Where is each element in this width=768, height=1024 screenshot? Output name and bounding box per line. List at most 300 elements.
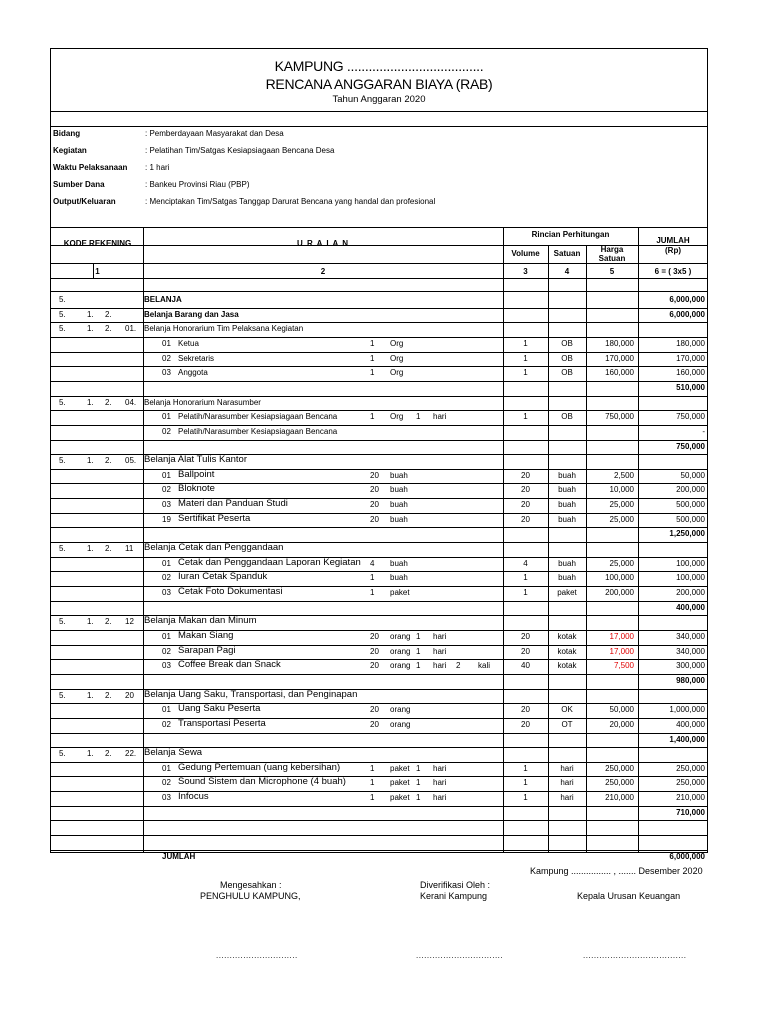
unit-1-24: orang	[390, 646, 411, 656]
harga-15: 25,000	[609, 514, 634, 524]
unit-3-34: hari	[433, 793, 447, 803]
harga-14: 25,000	[609, 500, 634, 510]
kode-uraian-divider	[143, 227, 144, 853]
unit-3-24: hari	[433, 646, 447, 656]
kode-2-17: 2.	[105, 544, 112, 554]
item-text-25: Coffee Break dan Snack	[178, 659, 281, 671]
item-text-8: Pelatih/Narasumber Kesiapsiagaan Bencana	[178, 412, 338, 422]
harga-32: 250,000	[605, 763, 634, 773]
harga-13: 10,000	[609, 485, 634, 495]
unit-0-4: 1	[370, 353, 375, 363]
uraian-27: Belanja Uang Saku, Transportasi, dan Penginapan	[144, 688, 358, 700]
info-top-divider	[51, 126, 707, 127]
footer-date: Kampung ................ , ....... Desember 2020	[530, 866, 703, 876]
row-divider	[51, 571, 707, 572]
item-no-34: 03	[162, 793, 171, 803]
unit-0-3: 1	[370, 338, 375, 348]
header-num-2: 2	[320, 267, 326, 276]
title-year: Tahun Anggaran 2020	[332, 94, 426, 105]
unit-0-29: 20	[370, 719, 379, 729]
info-label-3: Sumber Dana	[53, 180, 105, 189]
satuan-33: hari	[560, 778, 574, 788]
item-text-12: Ballpoint	[178, 468, 215, 480]
row-divider	[51, 542, 707, 543]
unit-0-24: 20	[370, 646, 379, 656]
item-no-8: 01	[162, 412, 171, 422]
title-rab: RENCANA ANGGARAN BIAYA (RAB)	[265, 76, 493, 92]
subtotal-10: 750,000	[676, 441, 705, 451]
harga-3: 180,000	[605, 338, 634, 348]
unit-1-32: paket	[390, 763, 410, 773]
unit-1-8: Org	[390, 412, 404, 422]
kode-1-1: 1.	[87, 309, 94, 319]
row-divider	[51, 645, 707, 646]
kode-3-7: 04.	[125, 397, 137, 407]
row-divider	[51, 469, 707, 470]
item-text-34: Infocus	[178, 791, 209, 803]
jumlah-8: 750,000	[676, 412, 705, 422]
unit-1-4: Org	[390, 353, 404, 363]
volume-28: 20	[521, 705, 530, 715]
item-no-25: 03	[162, 661, 171, 671]
volume-29: 20	[521, 719, 530, 729]
header-kode-rekening: KODE REKENING	[63, 239, 132, 248]
item-text-23: Makan Siang	[178, 629, 234, 641]
unit-1-15: buah	[390, 514, 408, 524]
unit-4-25: 2	[456, 661, 461, 671]
harga-19: 100,000	[605, 573, 634, 583]
volume-20: 1	[523, 588, 528, 597]
row-divider	[51, 337, 707, 338]
kode-1-27: 1.	[87, 690, 94, 700]
satuan-15: buah	[558, 514, 576, 524]
volume-14: 20	[521, 500, 530, 510]
footer-left-caption: Mengesahkan :	[220, 880, 282, 890]
item-text-13: Bloknote	[178, 483, 215, 495]
item-no-18: 01	[162, 558, 171, 568]
info-value-0: : Pemberdayaan Masyarakat dan Desa	[145, 129, 284, 138]
unit-1-23: orang	[390, 631, 411, 641]
unit-3-32: hari	[433, 763, 447, 773]
row-divider	[51, 703, 707, 704]
row-divider	[51, 308, 707, 309]
satuan-18: buah	[558, 558, 576, 568]
jumlah-9: -	[702, 426, 705, 436]
unit-2-8: 1	[416, 412, 421, 422]
info-value-2: : 1 hari	[145, 163, 170, 172]
volume-8: 1	[523, 412, 528, 422]
satuan-5: OB	[561, 368, 573, 378]
volume-34: 1	[523, 793, 528, 803]
unit-0-25: 20	[370, 661, 379, 671]
volume-32: 1	[523, 763, 528, 773]
jumlah-1: 6,000,000	[669, 309, 705, 319]
header-num-4: 4	[564, 267, 570, 276]
item-no-24: 02	[162, 646, 171, 656]
total-label: JUMLAH	[162, 851, 196, 861]
row-divider	[51, 381, 707, 382]
item-no-3: 01	[162, 338, 171, 348]
kode-2-22: 2.	[105, 617, 112, 627]
item-text-20: Cetak Foto Dokumentasi	[178, 586, 283, 597]
volume-19: 1	[523, 573, 528, 583]
harga-jumlah-divider	[638, 227, 639, 853]
uraian-volume-divider	[503, 227, 504, 853]
uraian-22: Belanja Makan dan Minum	[144, 615, 257, 627]
item-no-4: 02	[162, 353, 171, 363]
volume-25: 40	[521, 661, 530, 671]
unit-2-34: 1	[416, 793, 421, 803]
row-divider	[51, 366, 707, 367]
table-top-border	[51, 227, 707, 228]
kode-2-2: 2.	[105, 324, 112, 334]
kode-1-2: 1.	[87, 324, 94, 334]
item-text-24: Sarapan Pagi	[178, 644, 236, 656]
row-divider	[51, 615, 707, 616]
total-divider	[51, 850, 707, 851]
row-divider	[51, 689, 707, 690]
unit-1-14: buah	[390, 500, 408, 510]
header-harga-2: Satuan	[598, 254, 626, 263]
item-no-33: 02	[162, 778, 171, 788]
subtotal-21: 400,000	[676, 602, 705, 612]
jumlah-13: 200,000	[676, 485, 705, 495]
unit-0-33: 1	[370, 778, 375, 788]
row-divider	[51, 718, 707, 719]
harga-18: 25,000	[609, 558, 634, 568]
uraian-11: Belanja Alat Tulis Kantor	[144, 454, 247, 466]
uraian-17: Belanja Cetak dan Penggandaan	[144, 542, 284, 554]
unit-2-32: 1	[416, 763, 421, 773]
footer-mid-title: Kerani Kampung	[420, 891, 488, 901]
kode-0-2: 5.	[59, 324, 66, 334]
kode-2-31: 2.	[105, 749, 112, 759]
header-num-3: 3	[523, 267, 528, 276]
item-text-28: Uang Saku Peserta	[178, 703, 261, 715]
item-no-19: 02	[162, 573, 171, 583]
kode-3-31: 22.	[125, 749, 137, 759]
volume-13: 20	[521, 485, 530, 495]
jumlah-14: 500,000	[676, 500, 705, 510]
harga-5: 160,000	[605, 368, 634, 378]
row-divider	[51, 425, 707, 426]
row-divider	[51, 733, 707, 734]
number-row-divider	[51, 278, 707, 279]
jumlah-24: 340,000	[676, 646, 705, 656]
uraian-7: Belanja Honorarium Narasumber	[144, 397, 261, 407]
satuan-3: OB	[561, 338, 573, 348]
unit-0-32: 1	[370, 763, 375, 773]
unit-5-25: kali	[478, 661, 491, 671]
satuan-34: hari	[560, 793, 574, 803]
item-text-19: Iuran Cetak Spanduk	[178, 571, 268, 583]
kode-0-27: 5.	[59, 690, 66, 700]
subtotal-6: 510,000	[676, 382, 705, 392]
kode-2-27: 2.	[105, 690, 112, 700]
header-harga-1: Harga	[600, 245, 624, 254]
item-no-32: 01	[162, 763, 171, 773]
kode-0-1: 5.	[59, 309, 66, 319]
kode-0-11: 5.	[59, 456, 66, 466]
satuan-8: OB	[561, 412, 573, 422]
volume-4: 1	[523, 353, 528, 363]
jumlah-23: 340,000	[676, 631, 705, 641]
row-divider	[51, 659, 707, 660]
row-divider	[51, 762, 707, 763]
item-text-33: Sound Sistem dan Microphone (4 buah)	[178, 776, 346, 788]
item-no-15: 19	[162, 514, 171, 524]
unit-2-25: 1	[416, 661, 421, 671]
jumlah-15: 500,000	[676, 514, 705, 524]
uraian-2: Belanja Honorarium Tim Pelaksana Kegiatan	[144, 324, 304, 334]
row-divider	[51, 835, 707, 836]
item-text-15: Sertifikat Peserta	[178, 512, 251, 524]
unit-1-12: buah	[390, 470, 408, 480]
uraian-0: BELANJA	[144, 295, 182, 304]
volume-15: 20	[521, 514, 530, 524]
volume-23: 20	[521, 631, 530, 641]
harga-24: 17,000	[609, 646, 634, 656]
harga-4: 170,000	[605, 353, 634, 363]
info-value-3: : Bankeu Provinsi Riau (PBP)	[145, 180, 250, 189]
row-divider	[51, 601, 707, 602]
row-divider	[51, 557, 707, 558]
satuan-4: OB	[561, 353, 573, 363]
satuan-19: buah	[558, 573, 576, 583]
unit-0-14: 20	[370, 500, 379, 510]
kode-2-1: 2.	[105, 309, 112, 319]
kode-1-11: 1.	[87, 456, 94, 466]
header-rincian: Rincian Perhitungan	[531, 230, 610, 239]
row-divider	[51, 791, 707, 792]
item-no-13: 02	[162, 485, 171, 495]
item-no-12: 01	[162, 470, 171, 480]
satuan-25: kotak	[557, 661, 577, 671]
header-volume: Volume	[511, 249, 540, 258]
unit-1-34: paket	[390, 793, 410, 803]
unit-2-24: 1	[416, 646, 421, 656]
item-no-14: 03	[162, 500, 171, 510]
volume-5: 1	[523, 368, 528, 378]
unit-1-5: Org	[390, 368, 404, 378]
row-divider	[51, 674, 707, 675]
unit-0-15: 20	[370, 514, 379, 524]
kode-0-22: 5.	[59, 617, 66, 627]
harga-33: 250,000	[605, 778, 634, 788]
row-divider	[51, 747, 707, 748]
jumlah-12: 50,000	[680, 470, 705, 480]
harga-8: 750,000	[605, 412, 634, 422]
row-divider	[51, 483, 707, 484]
signature-line-mid: ................................	[416, 951, 504, 960]
uraian-31: Belanja Sewa	[144, 747, 203, 759]
item-text-5: Anggota	[178, 368, 208, 378]
harga-12: 2,500	[613, 470, 634, 480]
jumlah-28: 1,000,000	[669, 705, 705, 715]
unit-0-28: 20	[370, 705, 379, 715]
unit-1-20: paket	[390, 588, 410, 597]
item-no-20: 03	[162, 588, 171, 597]
item-text-29: Transportasi Peserta	[178, 717, 266, 729]
volume-3: 1	[523, 338, 528, 348]
kode-3-17: 11	[125, 544, 134, 554]
row-divider	[51, 352, 707, 353]
jumlah-20: 200,000	[676, 588, 705, 597]
unit-3-23: hari	[433, 631, 447, 641]
header-satuan: Satuan	[553, 249, 581, 258]
kode-3-11: 05.	[125, 456, 137, 466]
kode-2-7: 2.	[105, 397, 112, 407]
item-no-5: 03	[162, 368, 171, 378]
volume-24: 20	[521, 646, 530, 656]
kode-3-27: 20	[125, 690, 134, 700]
jumlah-32: 250,000	[676, 763, 705, 773]
jumlah-3: 180,000	[676, 338, 705, 348]
satuan-12: buah	[558, 470, 576, 480]
satuan-23: kotak	[557, 631, 577, 641]
header-num-1: 1	[95, 267, 100, 276]
harga-28: 50,000	[609, 705, 634, 715]
unit-1-28: orang	[390, 705, 411, 715]
item-text-3: Ketua	[178, 338, 199, 348]
row-divider	[51, 630, 707, 631]
header-uraian: U R A I A N	[296, 239, 350, 248]
unit-1-18: buah	[390, 558, 408, 568]
unit-0-12: 20	[370, 470, 379, 480]
jumlah-34: 210,000	[676, 793, 705, 803]
item-no-29: 02	[162, 719, 171, 729]
kode-0-7: 5.	[59, 397, 66, 407]
row-divider	[51, 396, 707, 397]
item-text-32: Gedung Pertemuan (uang kebersihan)	[178, 761, 341, 773]
info-label-4: Output/Keluaran	[53, 197, 116, 206]
row-divider	[51, 527, 707, 528]
kode-1-22: 1.	[87, 617, 94, 627]
jumlah-4: 170,000	[676, 353, 705, 363]
subtotal-35: 710,000	[676, 807, 705, 817]
info-label-0: Bidang	[53, 129, 81, 138]
unit-1-3: Org	[390, 338, 404, 348]
harga-25: 7,500	[613, 661, 634, 671]
jumlah-18: 100,000	[676, 558, 705, 568]
harga-29: 20,000	[609, 719, 634, 729]
item-text-4: Sekretaris	[178, 353, 215, 363]
rab-sheet	[50, 48, 708, 861]
unit-0-19: 1	[370, 573, 375, 583]
signature-line-right: ......................................	[583, 951, 687, 960]
kode-0-31: 5.	[59, 749, 66, 759]
unit-3-8: hari	[433, 412, 447, 422]
unit-1-29: orang	[390, 719, 411, 729]
title-kampung: KAMPUNG ......................................	[274, 58, 484, 74]
row-divider	[51, 322, 707, 323]
kode-3-2: 01.	[125, 324, 137, 334]
row-divider	[51, 513, 707, 514]
unit-0-5: 1	[370, 368, 375, 378]
kode-num-divider	[93, 263, 94, 278]
kode-0-0: 5.	[59, 295, 66, 304]
unit-0-13: 20	[370, 485, 379, 495]
kode-1-17: 1.	[87, 544, 94, 554]
item-text-18: Cetak dan Penggandaan Laporan Kegiatan	[178, 556, 361, 568]
row-divider	[51, 776, 707, 777]
satuan-24: kotak	[557, 646, 577, 656]
footer-mid-caption: Diverifikasi Oleh :	[420, 880, 491, 890]
jumlah-29: 400,000	[676, 719, 705, 729]
jumlah-25: 300,000	[676, 661, 705, 671]
info-value-1: : Pelatihan Tim/Satgas Kesiapsiagaan Bencana Desa	[145, 146, 335, 155]
kode-1-31: 1.	[87, 749, 94, 759]
unit-0-23: 20	[370, 631, 379, 641]
satuan-13: buah	[558, 485, 576, 495]
unit-0-20: 1	[370, 588, 375, 597]
row-divider	[51, 806, 707, 807]
harga-23: 17,000	[609, 631, 634, 641]
volume-18: 4	[523, 558, 528, 568]
header-num-6: 6 = ( 3x5 )	[654, 267, 692, 276]
footer-left-title: PENGHULU KAMPUNG,	[200, 891, 301, 901]
signature-line-left: ..............................	[216, 951, 298, 960]
row-divider	[51, 820, 707, 821]
jumlah-38: 6,000,000	[669, 851, 705, 861]
harga-20: 200,000	[605, 588, 634, 597]
row-divider	[51, 440, 707, 441]
volume-12: 20	[521, 470, 530, 480]
row-divider	[51, 498, 707, 499]
subtotal-30: 1,400,000	[669, 734, 705, 744]
unit-2-33: 1	[416, 778, 421, 788]
unit-1-19: buah	[390, 573, 408, 583]
unit-1-25: orang	[390, 661, 411, 671]
satuan-28: OK	[561, 705, 573, 715]
body-top-divider	[51, 291, 707, 292]
harga-34: 210,000	[605, 793, 634, 803]
satuan-harga-divider	[586, 245, 587, 853]
item-no-9: 02	[162, 426, 171, 436]
unit-2-23: 1	[416, 631, 421, 641]
satuan-29: OT	[561, 719, 573, 729]
title-divider	[51, 111, 707, 112]
volume-33: 1	[523, 778, 528, 788]
row-divider	[51, 586, 707, 587]
item-no-23: 01	[162, 631, 171, 641]
info-label-1: Kegiatan	[53, 146, 87, 155]
subtotal-26: 980,000	[676, 675, 705, 685]
kode-1-7: 1.	[87, 397, 94, 407]
row-divider	[51, 454, 707, 455]
info-value-4: : Menciptakan Tim/Satgas Tanggap Darurat Bencana yang handal dan profesional	[145, 197, 436, 206]
unit-3-33: hari	[433, 778, 447, 788]
footer-right-title: Kepala Urusan Keuangan	[577, 891, 681, 901]
satuan-20: paket	[557, 588, 577, 597]
header-jumlah-1: JUMLAH	[656, 236, 690, 245]
unit-0-34: 1	[370, 793, 375, 803]
satuan-14: buah	[558, 500, 576, 510]
satuan-32: hari	[560, 763, 574, 773]
jumlah-19: 100,000	[676, 573, 705, 583]
unit-0-18: 4	[370, 558, 375, 568]
uraian-1: Belanja Barang dan Jasa	[144, 309, 239, 319]
jumlah-33: 250,000	[676, 778, 705, 788]
header-jumlah-2: (Rp)	[665, 246, 681, 255]
jumlah-5: 160,000	[676, 368, 705, 378]
item-no-28: 01	[162, 705, 171, 715]
header-num-5: 5	[609, 267, 615, 276]
unit-0-8: 1	[370, 412, 375, 422]
kode-3-22: 12	[125, 617, 134, 627]
volume-satuan-divider	[548, 245, 549, 853]
item-text-14: Materi dan Panduan Studi	[178, 498, 288, 510]
